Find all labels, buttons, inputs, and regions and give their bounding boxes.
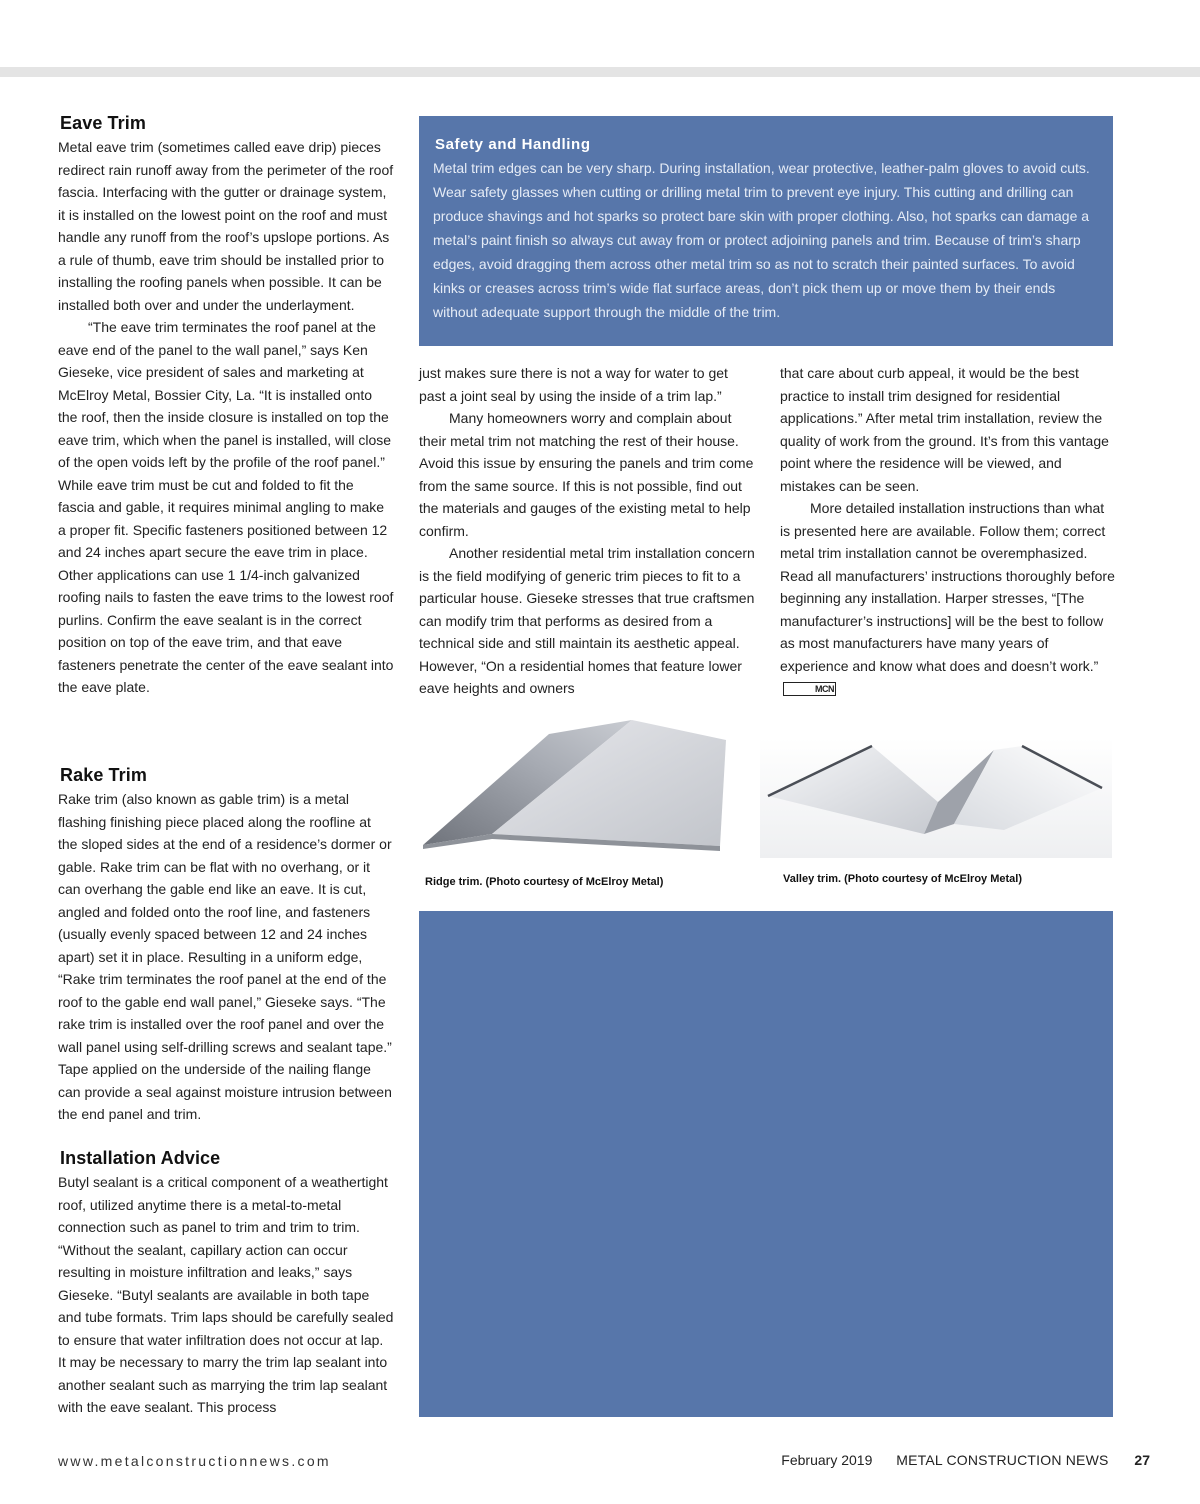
- right-column-text: [780, 362, 1116, 700]
- right-paragraph-1: that care about curb appeal, it would be the best practice to install trim designed for residential applications.” After metal trim installation, review the quality of work from the ground. It’s from this vantage point where the residence will be viewed, and mistakes can be seen.: [780, 365, 1109, 494]
- eave-trim-heading: Eave Trim: [60, 113, 146, 133]
- safety-sidebar: [419, 116, 1113, 346]
- footer-magazine-name: METAL CONSTRUCTION NEWS: [896, 1452, 1109, 1468]
- rake-trim-text: [58, 788, 394, 1126]
- installation-advice-heading: Installation Advice: [60, 1148, 221, 1168]
- ridge-trim-caption: Ridge trim. (Photo courtesy of McElroy Metal): [425, 876, 664, 888]
- top-rule: [0, 67, 1200, 77]
- middle-paragraph-1: just makes sure there is not a way for water to get past a joint seal by using the inside of a trim lap.”: [419, 365, 728, 404]
- valley-trim-caption: Valley trim. (Photo courtesy of McElroy Metal): [783, 873, 1022, 885]
- footer-date: February 2019: [781, 1452, 873, 1468]
- footer-page-number: 27: [1134, 1452, 1150, 1468]
- valley-trim-illustration: [760, 738, 1112, 858]
- sidebar-title: Safety and Handling: [435, 136, 591, 153]
- eave-trim-paragraph-2: “The eave trim terminates the roof panel at the eave end of the panel to the wall panel,” says Ken Gieseke, vice president of sales and marketing at McElroy Metal, Bossier City, La. “It is installed onto the roof, then the inside closure is installed on top the eave trim, which when the panel is installed, will close of the open voids left by the profile of the roof panel.” While eave trim must be cut and folded to fit the fascia and gable, it requires minimal angling to make a proper fit. Specific fasteners positioned between 12 and 24 inches apart secure the eave trim in place. Other applications can use 1 1/4-inch galvanized roofing nails to fasten the eave trims to the lowest roof purlins. Confirm the eave sealant is in the correct position on top of the eave trim, and that eave fasteners penetrate the center of the eave sealant into the eave plate.: [58, 319, 394, 695]
- middle-paragraph-2: Many homeowners worry and complain about their metal trim not matching the rest of their house. Avoid this issue by ensuring the panels and trim come from the same source. If this is not possible, find out the materials and gauges of the existing metal to help confirm.: [419, 410, 754, 539]
- blue-ad-block: [419, 911, 1113, 1417]
- middle-paragraph-3: Another residential metal trim installation concern is the field modifying of generic trim pieces to fit to a particular house. Gieseke stresses that true craftsmen can modify trim that performs as desired from a technical side and still maintain its aesthetic appeal. However, “On a residential homes that feature lower eave heights and owners: [419, 545, 755, 696]
- ridge-trim-illustration: [419, 712, 755, 872]
- sidebar-body: Metal trim edges can be very sharp. During installation, wear protective, leather-palm gloves to avoid cuts. Wear safety glasses when cutting or drilling metal trim to prevent eye injury. This cutting and drilling can produce shavings and hot sparks so protect bare skin with proper clothing. Also, hot sparks can damage a metal’s paint finish so always cut away from or protect adjoining panels and trim. Because of trim’s sharp edges, avoid dragging them across other metal trim so as not to scratch their painted surfaces. To avoid kinks or creases across trim’s wide flat surface areas, don’t pick them up or move them by their ends without adequate support through the middle of the trim.: [433, 160, 1090, 320]
- right-paragraph-2: [780, 497, 1116, 700]
- footer-url: www.metalconstructionnews.com: [58, 1453, 331, 1469]
- rake-trim-heading: Rake Trim: [60, 765, 147, 785]
- eave-trim-paragraph-1: Metal eave trim (sometimes called eave drip) pieces redirect rain runoff away from the perimeter of the roof fascia. Interfacing with the gutter or drainage system, it is installed on the lowest point on the roof and must handle any runoff from the roof’s upslope portions. As a rule of thumb, eave trim should be installed prior to installing the roofing panels when possible. It can be installed both over and under the underlayment.: [58, 139, 394, 313]
- rake-trim-paragraph-1: Rake trim (also known as gable trim) is a metal flashing finishing piece placed along the roofline at the sloped sides at the end of a residence’s dormer or gable. Rake trim can be flat with no overhang, or it can overhang the gable end like an eave. It is cut, angled and folded onto the roof line, and fasteners (usually evenly spaced between 12 and 24 inches apart) set it in place. Resulting in a uniform edge, “Rake trim terminates the roof panel at the end of the roof to the gable end wall panel,” Gieseke says. “The rake trim is installed over the roof panel and over the wall panel using self-drilling screws and sealant tape.” Tape applied on the underside of the nailing flange can provide a seal against moisture intrusion between the end panel and trim.: [58, 791, 392, 1122]
- valley-trim-photo: [760, 738, 1112, 858]
- middle-column-text: [419, 362, 755, 700]
- installation-advice-text: [58, 1171, 394, 1419]
- installation-advice-paragraph-1: Butyl sealant is a critical component of a weathertight roof, utilized anytime there is a metal-to-metal connection such as panel to trim and trim to trim. “Without the sealant, capillary action can occur resulting in moisture infiltration and leaks,” says Gieseke. “Butyl sealants are available in both tape and tube formats. Trim laps should be carefully sealed to ensure that water infiltration does not occur at lap. It may be necessary to marry the trim lap sealant into another sealant such as marrying the trim lap sealant with the eave sealant. This process: [58, 1174, 394, 1415]
- footer-folio: [781, 1452, 1150, 1468]
- eave-trim-text: [58, 136, 394, 699]
- mcn-end-mark: MCN: [783, 682, 836, 696]
- right-paragraph-2-text: More detailed installation instructions than what is presented here are available. Follow them; correct metal trim installation cannot be overemphasized. Read all manufacturers’ instructions thoroughly before beginning any installation. Harper stresses, “[The manufacturer’s instructions] will be the best to follow as most manufacturers have many years of experience and know what does and doesn’t work.”: [780, 500, 1115, 674]
- ridge-trim-photo: [419, 712, 755, 872]
